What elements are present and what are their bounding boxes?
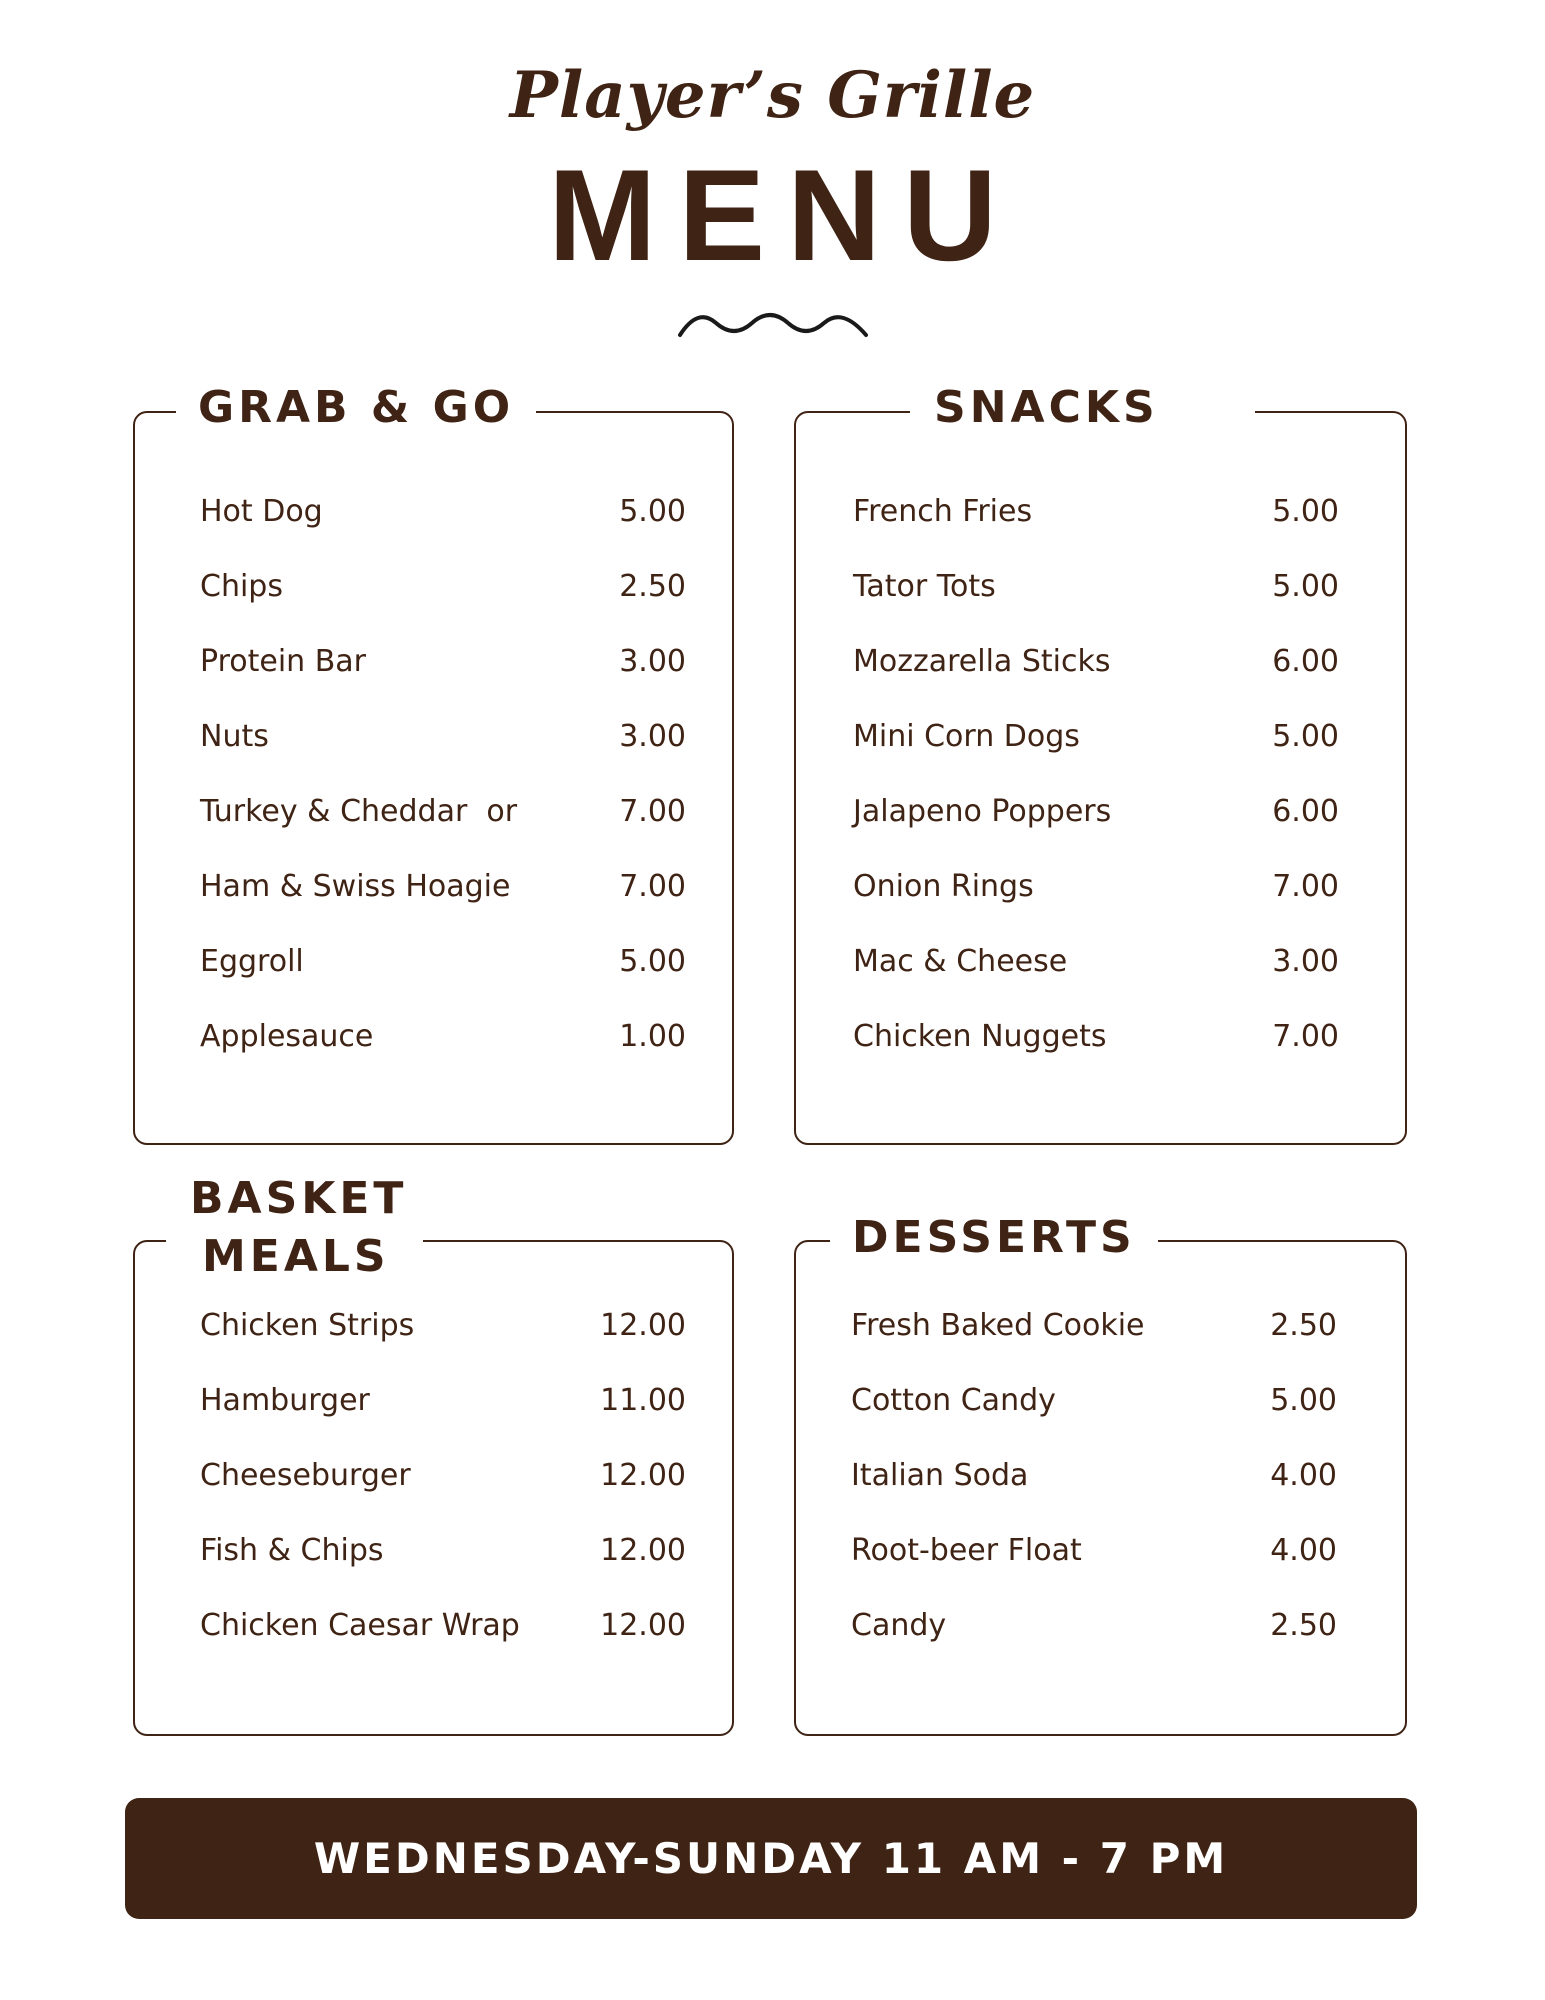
menu-item-row <box>200 862 686 912</box>
hours-banner <box>125 1798 1417 1919</box>
menu-item-row <box>851 1451 1337 1501</box>
menu-item-name: Hamburger <box>200 1383 370 1418</box>
menu-item-name: Hot Dog <box>200 494 323 529</box>
menu-item-name: Chicken Nuggets <box>853 1019 1107 1054</box>
menu-item-price: 7.00 <box>1272 869 1339 904</box>
menu-item-row <box>200 1601 686 1651</box>
menu-item-row <box>200 1301 686 1351</box>
menu-item-row <box>200 1526 686 1576</box>
hours-text: WEDNESDAY-SUNDAY 11 AM - 7 PM <box>313 1834 1229 1883</box>
menu-item-name: Root-beer Float <box>851 1533 1082 1568</box>
menu-item-price: 2.50 <box>1270 1608 1337 1643</box>
menu-item-name: Onion Rings <box>853 869 1034 904</box>
menu-item-row <box>851 1526 1337 1576</box>
menu-item-row <box>200 1376 686 1426</box>
menu-item-price: 5.00 <box>1270 1383 1337 1418</box>
grab-go-heading: GRAB & GO <box>176 380 536 436</box>
menu-item-name: Chicken Strips <box>200 1308 415 1343</box>
menu-item-price: 12.00 <box>600 1533 686 1568</box>
menu-item-name: Mac & Cheese <box>853 944 1068 979</box>
menu-item-price: 3.00 <box>619 644 686 679</box>
menu-item-row <box>853 487 1339 537</box>
menu-item-name: Mozzarella Sticks <box>853 644 1111 679</box>
menu-item-name: Fresh Baked Cookie <box>851 1308 1145 1343</box>
menu-item-name: Tator Tots <box>853 569 996 604</box>
menu-item-name: Eggroll <box>200 944 304 979</box>
menu-item-row <box>200 637 686 687</box>
menu-item-row <box>853 937 1339 987</box>
menu-item-price: 11.00 <box>600 1383 686 1418</box>
menu-item-row <box>200 787 686 837</box>
menu-item-price: 1.00 <box>619 1019 686 1054</box>
menu-title: MENU <box>548 142 1019 288</box>
menu-item-price: 7.00 <box>1272 1019 1339 1054</box>
menu-item-price: 2.50 <box>619 569 686 604</box>
menu-item-name: Cotton Candy <box>851 1383 1056 1418</box>
menu-item-row <box>853 712 1339 762</box>
menu-item-name: Ham & Swiss Hoagie <box>200 869 511 904</box>
menu-item-price: 7.00 <box>619 869 686 904</box>
menu-item-row <box>853 787 1339 837</box>
menu-item-price: 3.00 <box>619 719 686 754</box>
menu-item-row <box>200 712 686 762</box>
menu-item-name: Nuts <box>200 719 269 754</box>
menu-item-name: Applesauce <box>200 1019 374 1054</box>
menu-item-name: Chips <box>200 569 283 604</box>
menu-item-row <box>200 937 686 987</box>
menu-item-price: 2.50 <box>1270 1308 1337 1343</box>
basket-meals-heading <box>166 1170 423 1286</box>
menu-item-row <box>853 862 1339 912</box>
menu-item-name: Turkey & Cheddar or <box>200 794 518 829</box>
menu-item-price: 6.00 <box>1272 794 1339 829</box>
menu-item-price: 7.00 <box>619 794 686 829</box>
menu-item-row <box>851 1376 1337 1426</box>
squiggle-divider-icon <box>678 305 868 341</box>
menu-item-row <box>851 1301 1337 1351</box>
menu-item-name: Fish & Chips <box>200 1533 384 1568</box>
restaurant-name: Player’s Grille <box>509 58 1036 133</box>
menu-item-price: 5.00 <box>1272 719 1339 754</box>
menu-item-name: Jalapeno Poppers <box>853 794 1112 829</box>
menu-item-name: Protein Bar <box>200 644 366 679</box>
menu-item-row <box>851 1601 1337 1651</box>
snacks-heading: SNACKS <box>910 380 1255 436</box>
menu-item-name: Italian Soda <box>851 1458 1029 1493</box>
menu-item-price: 5.00 <box>1272 494 1339 529</box>
menu-item-price: 5.00 <box>619 944 686 979</box>
basket-meals-heading-line1: BASKET <box>190 1173 408 1224</box>
menu-item-price: 4.00 <box>1270 1533 1337 1568</box>
menu-item-row <box>200 562 686 612</box>
basket-meals-heading-line2: MEALS <box>202 1231 390 1282</box>
menu-item-price: 5.00 <box>619 494 686 529</box>
menu-item-row <box>853 1012 1339 1062</box>
menu-item-name: Cheeseburger <box>200 1458 411 1493</box>
menu-item-price: 5.00 <box>1272 569 1339 604</box>
menu-item-name: Mini Corn Dogs <box>853 719 1080 754</box>
menu-item-price: 12.00 <box>600 1308 686 1343</box>
menu-item-price: 3.00 <box>1272 944 1339 979</box>
menu-item-row <box>853 637 1339 687</box>
menu-item-name: French Fries <box>853 494 1033 529</box>
menu-item-name: Chicken Caesar Wrap <box>200 1608 520 1643</box>
desserts-heading: DESSERTS <box>830 1210 1158 1266</box>
menu-item-price: 4.00 <box>1270 1458 1337 1493</box>
menu-item-row <box>200 1451 686 1501</box>
menu-item-price: 12.00 <box>600 1608 686 1643</box>
menu-item-row <box>200 487 686 537</box>
menu-item-row <box>853 562 1339 612</box>
menu-item-price: 12.00 <box>600 1458 686 1493</box>
menu-item-name: Candy <box>851 1608 947 1643</box>
menu-item-row <box>200 1012 686 1062</box>
menu-item-price: 6.00 <box>1272 644 1339 679</box>
